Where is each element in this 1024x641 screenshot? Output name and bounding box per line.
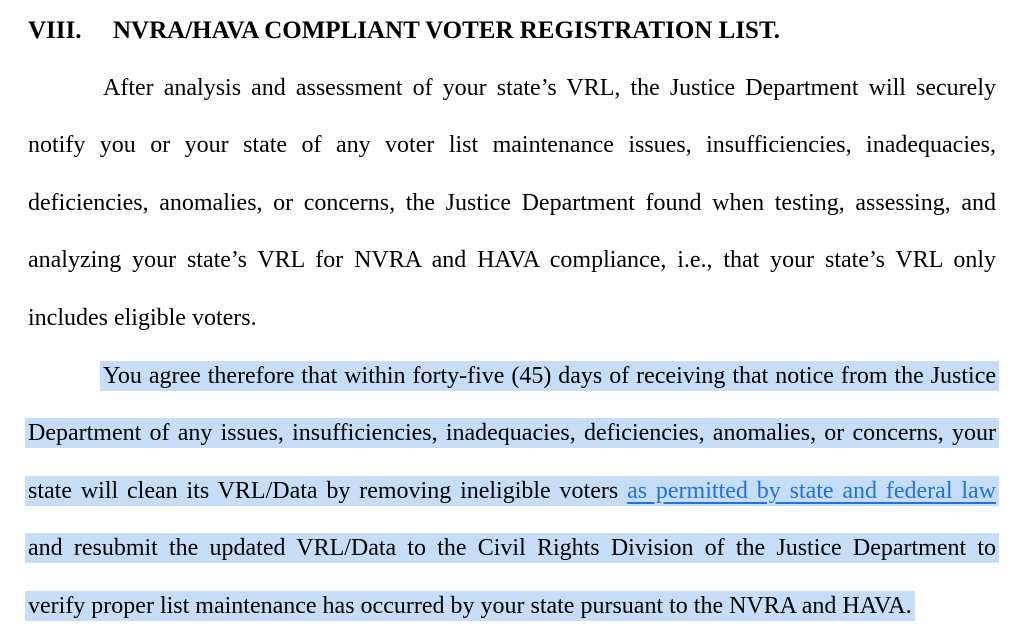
text-line <box>28 117 996 175</box>
highlighted-text <box>28 533 996 563</box>
permitted-by-law-link[interactable]: as permitted by state and federal law <box>627 477 996 504</box>
document-body <box>28 60 996 636</box>
text-segment: You agree therefore that within forty-five (45) days of receiving that notice from the Justice <box>103 362 996 389</box>
highlighted-text <box>28 418 996 448</box>
text-line <box>28 520 996 578</box>
highlighted-text <box>28 476 996 506</box>
notice-paragraph <box>28 60 996 348</box>
text-segment: and resubmit the updated VRL/Data to the Civil Rights Division of the Justice Department to <box>28 535 996 562</box>
text-segment: verify proper list maintenance has occurred by your state pursuant to the NVRA and HAVA. <box>28 592 912 619</box>
text-line <box>28 405 996 463</box>
text-line <box>28 175 996 233</box>
text-line <box>28 232 996 290</box>
section-number: VIII. <box>28 17 82 44</box>
text-segment: state will clean its VRL/Data by removing ineligible voters <box>28 477 628 504</box>
text-segment: analyzing your state’s VRL for NVRA and HAVA compliance, i.e., that your state’s VRL only <box>28 247 996 274</box>
text-segment: notify you or your state of any voter list maintenance issues, insufficiencies, inadequacies, <box>28 132 996 159</box>
text-line <box>28 578 996 636</box>
section-heading <box>28 2 996 60</box>
text-line <box>28 60 996 118</box>
text-segment: deficiencies, anomalies, or concerns, the Justice Department found when testing, assessing, and <box>28 189 996 216</box>
text-line <box>28 290 996 348</box>
text-line <box>28 348 996 406</box>
text-segment: Department of any issues, insufficiencies, inadequacies, deficiencies, anomalies, or concerns, your <box>28 420 996 447</box>
text-segment: includes eligible voters. <box>28 304 257 331</box>
highlighted-text <box>28 591 912 621</box>
section-title: NVRA/HAVA COMPLIANT VOTER REGISTRATION LIST. <box>113 17 781 44</box>
agreement-paragraph <box>28 348 996 636</box>
highlighted-text <box>103 361 996 391</box>
text-line <box>28 463 996 521</box>
text-segment: After analysis and assessment of your state’s VRL, the Justice Department will securely <box>103 74 996 101</box>
